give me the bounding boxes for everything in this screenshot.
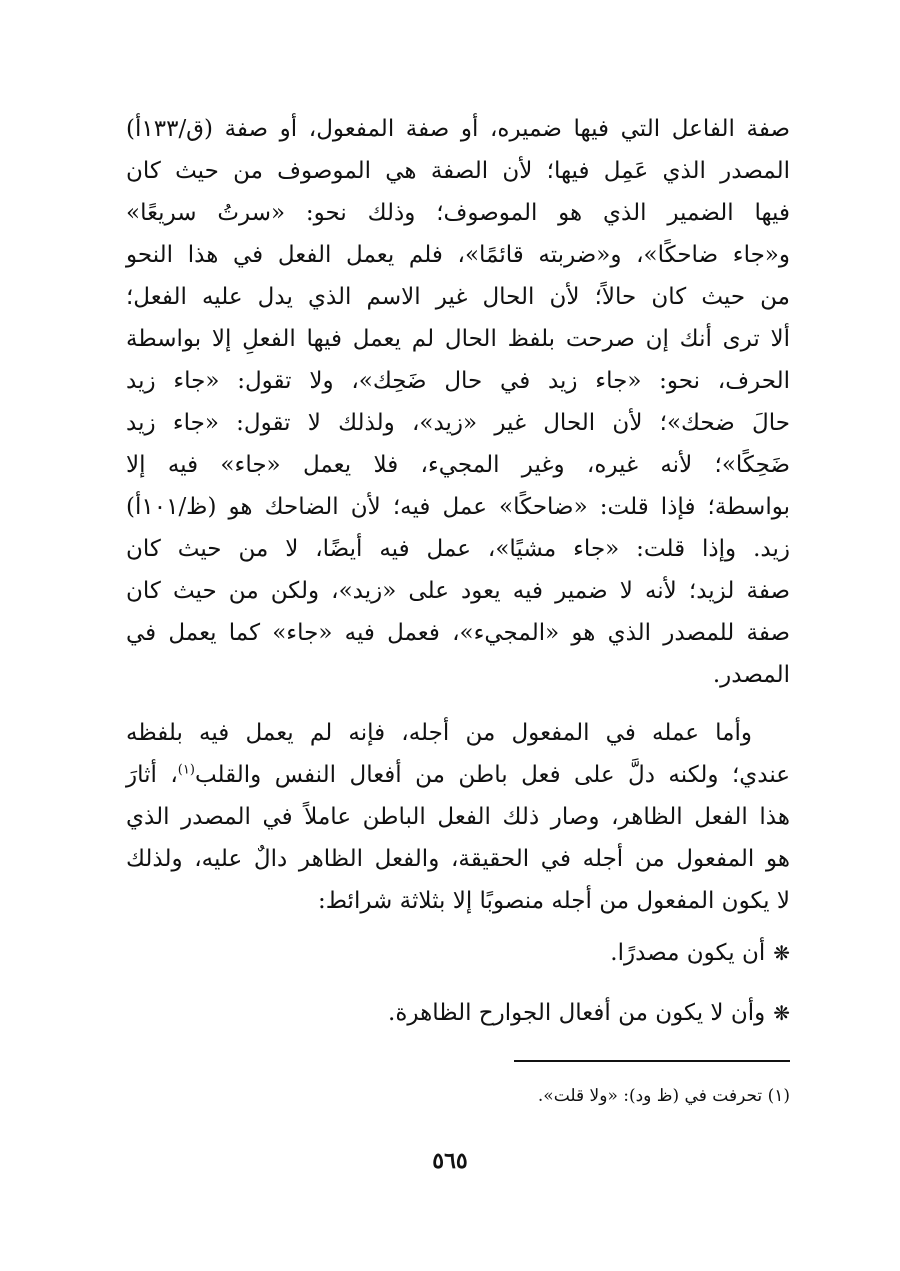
condition-item <box>388 992 790 1034</box>
footnote <box>538 1082 790 1110</box>
text-line: صفة للمصدر الذي هو «المجيء»، فعمل فيه «جاء» كما يعمل في <box>126 620 790 646</box>
star-bullet-icon: ❋ <box>773 941 790 965</box>
text-line: المصدر الذي عَمِل فيها؛ لأن الصفة هي الموصوف من حيث كان <box>126 158 790 184</box>
text-line: صفة لزيد؛ لأنه لا ضمير فيه يعود على «زيد»، ولكن من حيث كان <box>126 578 790 604</box>
condition-text: وأن لا يكون من أفعال الجوارح الظاهرة. <box>388 1000 766 1026</box>
text-line: هذا الفعل الظاهر، وصار ذلك الفعل الباطن عاملاً في المصدر الذي <box>126 804 790 830</box>
star-bullet-icon: ❋ <box>773 1001 790 1025</box>
text-line: و«جاء ضاحكًا»، و«ضربته قائمًا»، فلم يعمل الفعل في هذا النحو <box>126 242 790 268</box>
text-line: المصدر. <box>712 662 790 688</box>
page-number: ٥٦٥ <box>432 1148 468 1174</box>
text-line: ألا ترى أنك إن صرحت بلفظ الحال لم يعمل فيها الفعلِ إلا بواسطة <box>126 326 790 352</box>
text-line: زيد. وإذا قلت: «جاء مشيًا»، عمل فيه أيضًا، لا من حيث كان <box>126 536 790 562</box>
text-line: هو المفعول من أجله في الحقيقة، والفعل الظاهر دالٌ عليه، ولذلك <box>126 846 790 872</box>
text-segment: ، أثارَ <box>126 762 178 788</box>
text-line-with-note <box>126 754 790 796</box>
condition-item <box>610 932 790 974</box>
footnote-text: تحرفت في (ظ ود): «ولا قلت». <box>537 1086 763 1106</box>
text-line: حالَ ضحك»؛ لأن الحال غير «زيد»، ولذلك لا تقول: «جاء زيد <box>126 410 790 436</box>
footnote-marker: (١) <box>767 1086 790 1106</box>
text-line: الحرف، نحو: «جاء زيد في حال ضَحِك»، ولا تقول: «جاء زيد <box>126 368 790 394</box>
text-line: صفة الفاعل التي فيها ضميره، أو صفة المفعول، أو صفة (ق/١٣٣أ) <box>126 116 790 142</box>
text-line: وأما عمله في المفعول من أجله، فإنه لم يعمل فيه بلفظه <box>126 720 752 746</box>
text-line: من حيث كان حالاً؛ لأن الحال غير الاسم الذي يدل عليه الفعل؛ <box>126 284 790 310</box>
condition-text: أن يكون مصدرًا. <box>610 940 766 966</box>
paragraph-2 <box>126 712 790 922</box>
text-line: بواسطة؛ فإذا قلت: «ضاحكًا» عمل فيه؛ لأن الضاحك هو (ظ/١٠١أ) <box>126 494 790 520</box>
footnote-divider <box>514 1060 790 1062</box>
text-line: ضَحِكًا»؛ لأنه غيره، وغير المجيء، فلا يعمل «جاء» فيه إلا <box>126 452 790 478</box>
text-line: فيها الضمير الذي هو الموصوف؛ وذلك نحو: «سرتُ سريعًا» <box>126 200 790 226</box>
text-line: لا يكون المفعول من أجله منصوبًا إلا بثلاثة شرائط: <box>317 888 790 914</box>
text-segment: عندي؛ ولكنه دلَّ على فعل باطن من أفعال النفس والقلب <box>194 762 791 788</box>
paragraph-1 <box>126 108 790 696</box>
footnote-reference: (١) <box>177 762 195 778</box>
